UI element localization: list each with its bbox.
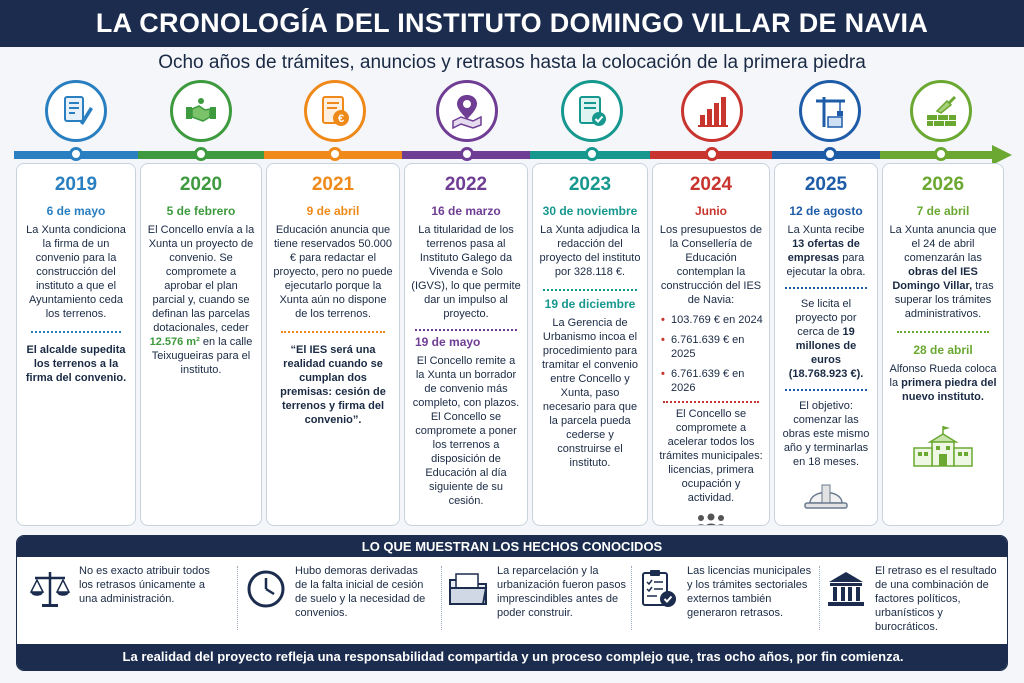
- year-card-2024: [652, 163, 770, 526]
- year-label: 2021: [311, 174, 355, 195]
- event-date: 6 de mayo: [46, 204, 106, 218]
- trowel-bricks-icon: [910, 80, 972, 142]
- timeline-arrow: [992, 145, 1012, 165]
- crane-icon: [799, 80, 861, 142]
- event-text: La Xunta condiciona la firma de un convenio para la construcción del instituto a que el Ayuntamiento ceda los terrenos.: [26, 224, 126, 320]
- timeline-dot: [328, 147, 342, 161]
- timeline-dot: [934, 147, 948, 161]
- year-card-2020: [140, 163, 262, 526]
- timeline-dot: [69, 147, 83, 161]
- separator: [543, 289, 637, 291]
- year-label: 2025: [804, 174, 848, 195]
- separator: [785, 389, 867, 391]
- summary-item: [447, 564, 629, 636]
- handshake-icon: [170, 80, 232, 142]
- summary-items: [17, 558, 1008, 640]
- separator: [785, 287, 867, 289]
- clock-icon: [245, 568, 287, 610]
- document-pen-icon: [45, 80, 107, 142]
- school-building-icon: [910, 424, 976, 468]
- bar-chart-icon: [681, 80, 743, 142]
- event-text: La Xunta adjudica la redacción del proyecto del instituto por 328.118 €.: [539, 224, 641, 278]
- year-label: 2026: [921, 174, 965, 195]
- divider: [441, 566, 442, 630]
- event-text: El Concello se compromete a acelerar todos los trámites municipales: licencias, primera ocupación y actividad.: [659, 408, 763, 504]
- year-label: 2019: [54, 174, 98, 195]
- event-date: Junio: [695, 204, 727, 218]
- divider: [237, 566, 238, 630]
- event-text: Los presupuestos de la Consellería de Educación contemplan la construcción del IES de Navia:: [659, 224, 763, 306]
- event-text: La Xunta recibe 13 ofertas de empresas para ejecutar la obra.: [786, 224, 866, 278]
- separator: [415, 329, 517, 331]
- government-building-icon: [825, 568, 867, 610]
- summary-text: Hubo demoras derivadas de la falta inicial de cesión de suelo y la necesidad de convenios.: [295, 565, 426, 619]
- event-date: 7 de abril: [916, 204, 970, 218]
- summary-title: LO QUE MUESTRAN LOS HECHOS CONOCIDOS: [17, 536, 1007, 557]
- event-text: El Concello remite a la Xunta un borrador de convenio más completo, con plazos. El Concello se compromete a poner los terrenos a disposición de Educación al día siguiente de su cesión.: [412, 355, 520, 507]
- map-pin-icon: [436, 80, 498, 142]
- year-card-2022: [404, 163, 528, 526]
- timeline-dot: [585, 147, 599, 161]
- document-check-icon: [561, 80, 623, 142]
- list-item: • 6.761.639 € en 2025: [671, 333, 763, 361]
- summary-item: [637, 564, 815, 636]
- timeline-dot: [705, 147, 719, 161]
- event-text: El objetivo: comenzar las obras este mismo año y terminarlas en 18 meses.: [782, 400, 870, 468]
- separator: [31, 331, 121, 333]
- euro-document-icon: [304, 80, 366, 142]
- event-text: Educación anuncia que tiene reservados 50.000 € para redactar el proyecto, pero no puede ejecutarlo porque la Xunta aún no dispone de los terrenos.: [273, 224, 393, 320]
- summary-item: [29, 564, 224, 636]
- summary-text: El retraso es el resultado de una combinación de factores políticos, urbanísticos y burocráticos.: [875, 565, 997, 633]
- year-card-2019: [16, 163, 136, 526]
- page-subtitle: Ocho años de trámites, anuncios y retrasos hasta la colocación de la primera piedra: [158, 52, 866, 73]
- separator: [281, 331, 385, 333]
- page-title: LA CRONOLOGÍA DEL INSTITUTO DOMINGO VILLAR DE NAVIA: [0, 0, 1024, 47]
- event-text: El alcalde supedita los terrenos a la firma del convenio.: [25, 344, 127, 384]
- event-text: La Xunta anuncia que el 24 de abril comenzarán las obras del IES Domingo Villar, tras superar los trámites administrativos.: [889, 224, 997, 320]
- svg-text:€: €: [337, 113, 345, 125]
- quote-text: “El IES será una realidad cuando se cumplan dos premisas: cesión de terrenos y firma del convenio”.: [280, 344, 386, 426]
- event-date: 12 de agosto: [789, 204, 863, 218]
- event-text: La titularidad de los terrenos pasa al Instituto Galego da Vivenda e Solo (IGVS), lo que permite dar un impulso al proyecto.: [411, 224, 521, 320]
- hard-hat-icon: [802, 477, 850, 511]
- list-item: • 103.769 € en 2024: [671, 313, 763, 327]
- year-card-2026: [882, 163, 1004, 526]
- event-date: 28 de abril: [913, 343, 973, 357]
- event-date: 19 de mayo: [415, 335, 481, 349]
- event-date: 19 de diciembre: [544, 297, 636, 311]
- summary-item: [245, 564, 433, 636]
- summary-text: Las licencias municipales y los trámites sectoriales externos también generaron retrasos.: [687, 565, 812, 619]
- list-item: • 6.761.639 € en 2026: [671, 367, 763, 395]
- folder-icon: [447, 568, 489, 610]
- separator: [663, 401, 759, 403]
- divider: [819, 566, 820, 630]
- timeline-dot: [194, 147, 208, 161]
- year-label: 2020: [179, 174, 223, 195]
- event-date: 9 de abril: [306, 204, 360, 218]
- scales-icon: [29, 568, 71, 610]
- timeline-dot: [460, 147, 474, 161]
- event-text: El Concello envía a la Xunta un proyecto de convenio. Se compromete a aprobar el plan parcial y, cuando se definan las parcelas dotacionales, ceder 12.576 m² en la calle Teixugueiras para el instituto.: [147, 224, 255, 376]
- year-label: 2022: [444, 174, 488, 195]
- summary-footer: La realidad del proyecto refleja una responsabilidad compartida y un proceso complejo que, tras ocho años, por fin comienza.: [17, 644, 1008, 670]
- event-text: Alfonso Rueda coloca la primera piedra del nuevo instituto.: [889, 363, 997, 403]
- separator: [897, 331, 989, 333]
- summary-item: [825, 564, 1005, 636]
- checklist-icon: [637, 568, 679, 610]
- event-date: 5 de febrero: [166, 204, 236, 218]
- year-label: 2023: [568, 174, 612, 195]
- group-people-icon: [694, 513, 728, 526]
- event-text: La Gerencia de Urbanismo incoa el procedimiento para tramitar el convenio entre Concello y Xunta, paso necesario para que la parcela pueda cederse y construirse el instituto.: [542, 317, 638, 469]
- year-card-2025: [774, 163, 878, 526]
- event-date: 30 de noviembre: [542, 204, 638, 218]
- event-date: 16 de marzo: [431, 204, 501, 218]
- event-text: Se licita el proyecto por cerca de 19 millones de euros (18.768.923 €).: [788, 298, 864, 380]
- budget-list: [659, 313, 763, 395]
- summary-text: No es exacto atribuir todos los retrasos únicamente a una administración.: [79, 565, 210, 605]
- year-card-2023: [532, 163, 648, 526]
- facts-summary: [16, 535, 1008, 671]
- timeline-dot: [823, 147, 837, 161]
- summary-text: La reparcelación y la urbanización fueron pasos imprescindibles antes de poder construir.: [497, 565, 627, 619]
- year-card-2021: [266, 163, 400, 526]
- divider: [631, 566, 632, 630]
- year-label: 2024: [689, 174, 733, 195]
- area-highlight: 12.576 m²: [149, 336, 200, 348]
